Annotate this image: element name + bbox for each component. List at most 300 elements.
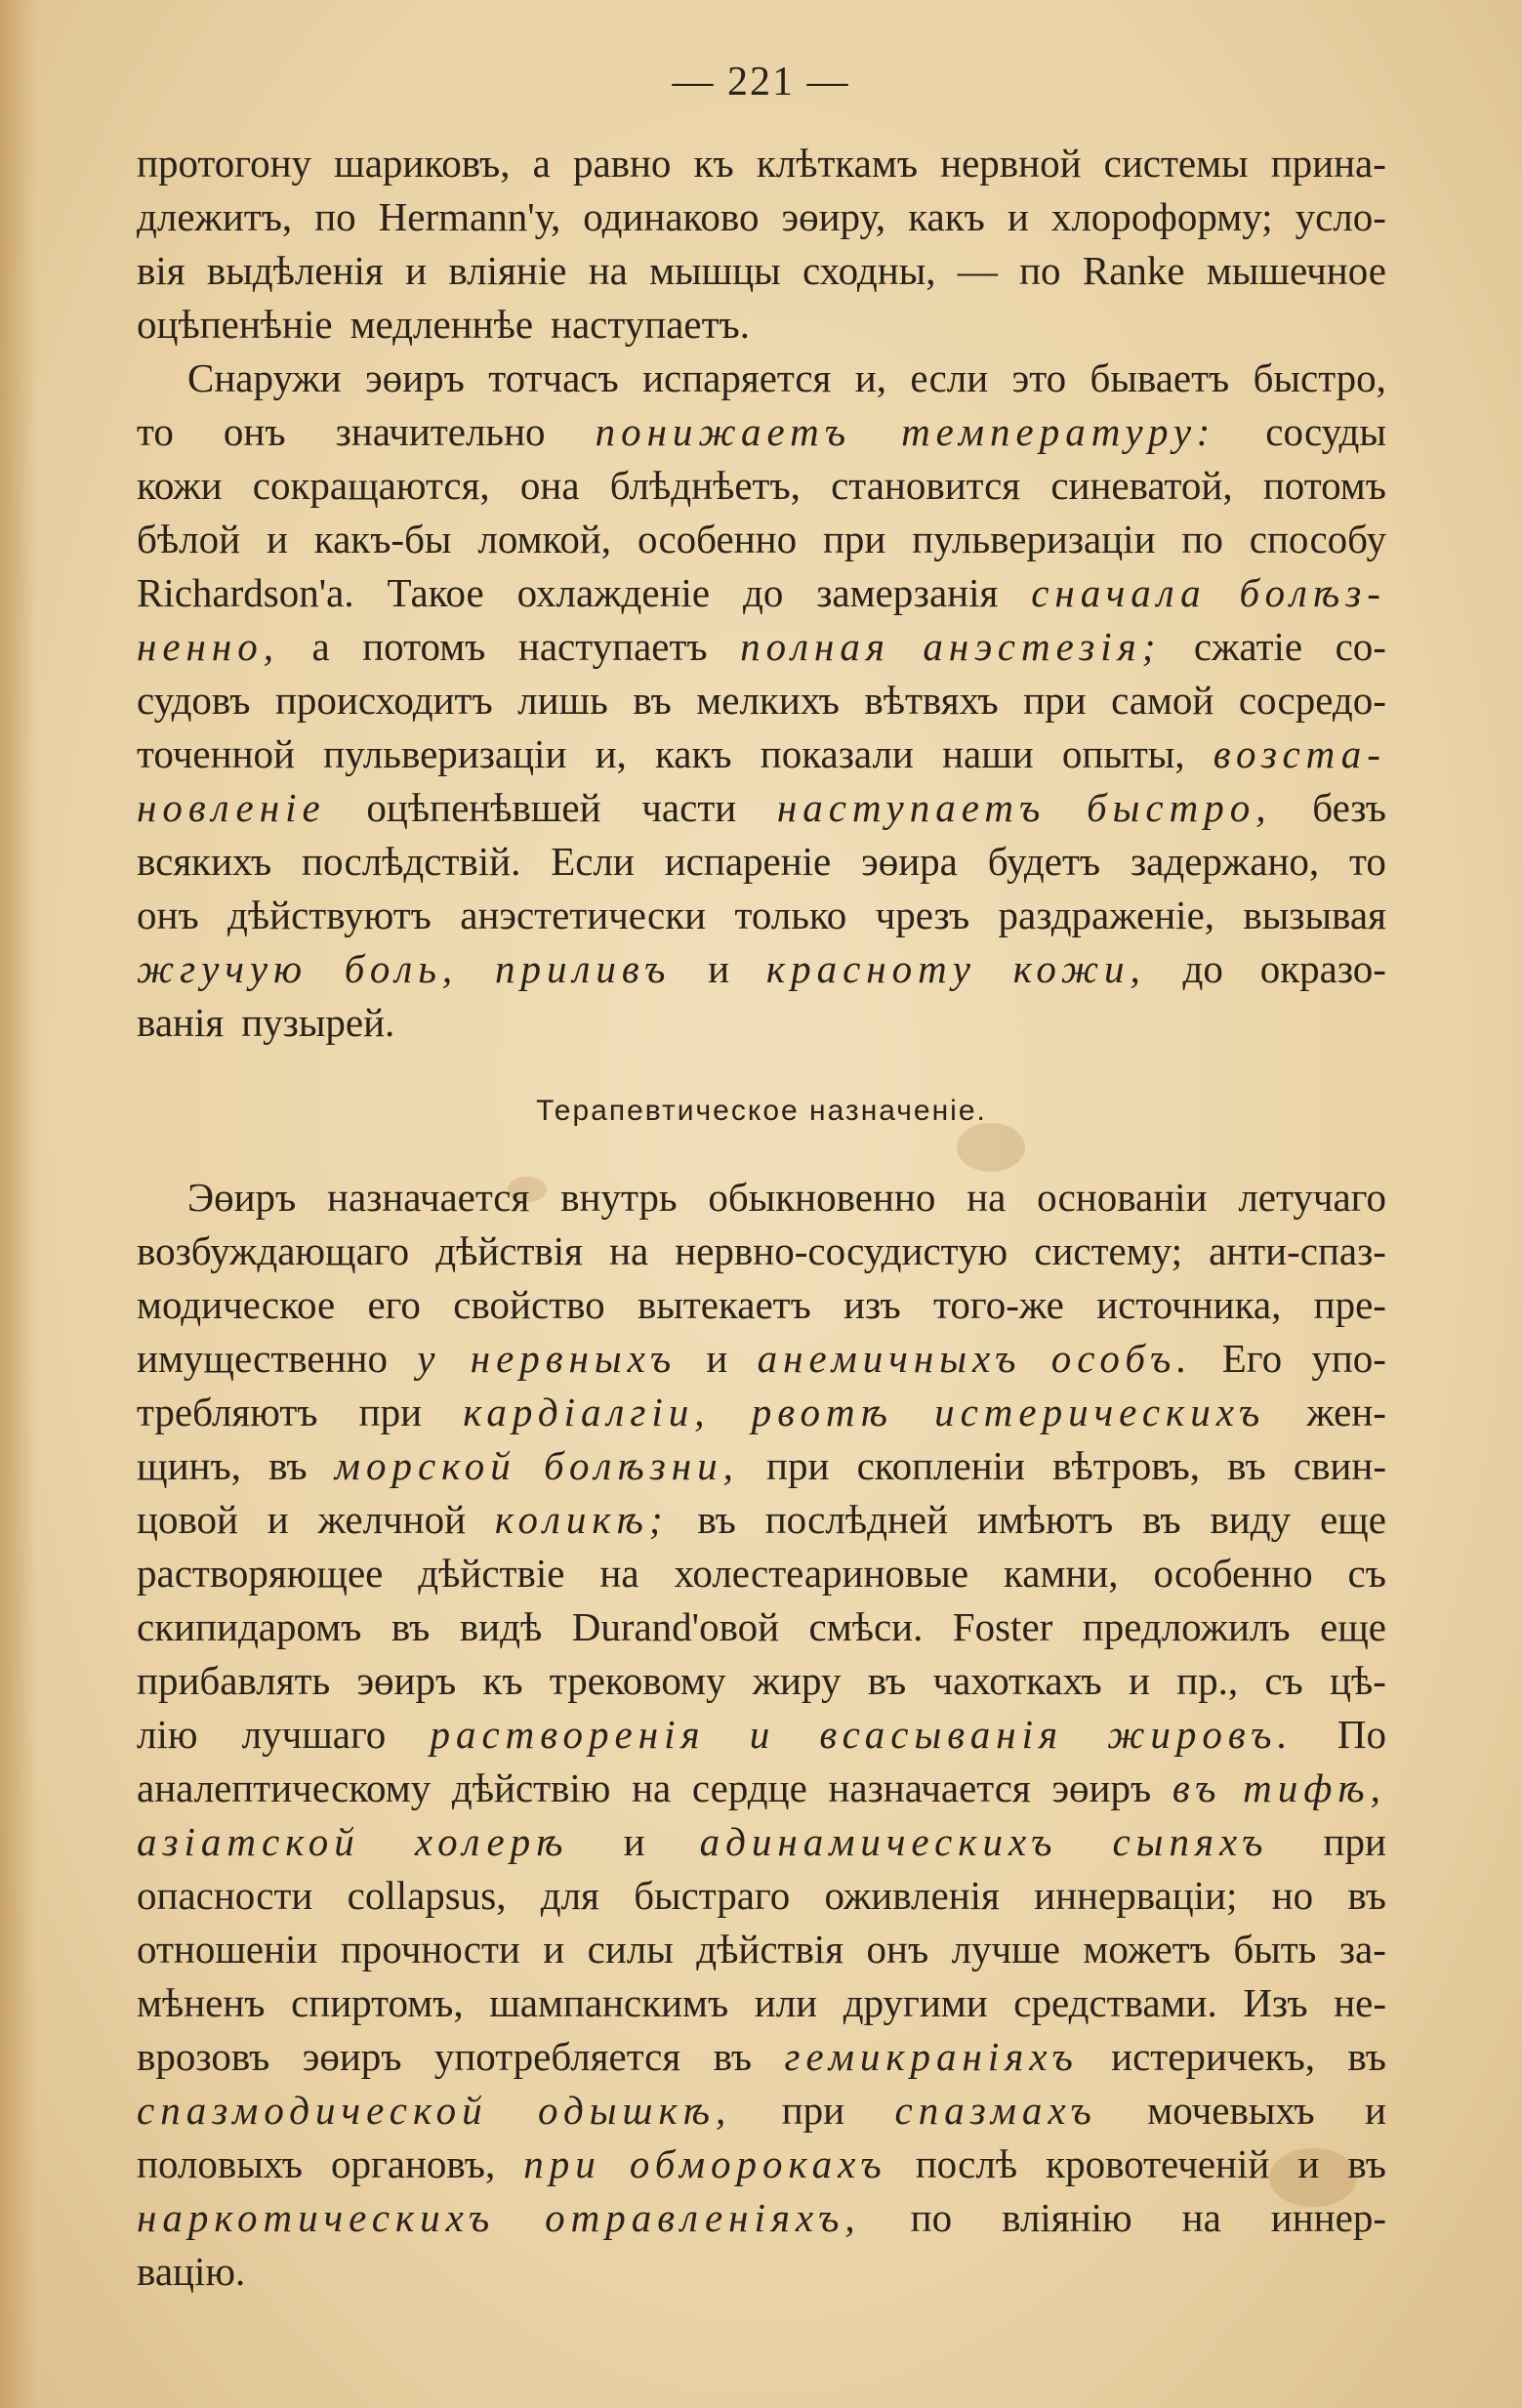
word: блѣднѣетъ, [609, 463, 801, 508]
emphasized-word: и [749, 1712, 776, 1757]
word: на [609, 1228, 649, 1273]
word: сердце [691, 1765, 807, 1810]
word: дѣйствію [451, 1765, 611, 1810]
word: лучшаго [241, 1712, 387, 1757]
word: онъ [137, 893, 199, 937]
word: свин- [1293, 1443, 1386, 1488]
emphasized-word: кожи, [1012, 946, 1146, 991]
word: изъ [843, 1282, 901, 1327]
word: вѣтровъ, [1052, 1443, 1200, 1488]
text-line [137, 1923, 1386, 1976]
word: по [314, 194, 356, 239]
emphasized-word: тифѣ, [1243, 1765, 1386, 1810]
text-line [137, 781, 1386, 835]
text-line [137, 1976, 1386, 2030]
section-heading: Терапевтическое назначеніе. [536, 1095, 987, 1127]
word: холестеариновые [674, 1551, 969, 1596]
text-line [137, 2138, 1386, 2191]
emphasized-word: морской [334, 1443, 516, 1488]
emphasized-word: при [523, 2141, 601, 2186]
word: ванія [137, 1000, 225, 1045]
emphasized-word: въ [1172, 1765, 1222, 1810]
word: вѣтвяхъ [864, 678, 999, 723]
word: при [781, 2088, 845, 2133]
word: иннерваціи; [1034, 1873, 1238, 1918]
text-line [137, 996, 1386, 1050]
word: щинъ, [137, 1443, 241, 1488]
word: быстраго [634, 1873, 791, 1918]
word: эөиръ [365, 355, 465, 400]
word: Если [551, 839, 635, 884]
text-line [137, 1815, 1386, 1869]
word: длежитъ, [137, 194, 293, 239]
word: эөира [861, 839, 958, 884]
text-line [137, 1225, 1386, 1278]
word: иннер- [1270, 2195, 1386, 2240]
word: вліяніе [448, 248, 567, 293]
word: особенно [637, 517, 798, 561]
word: возбуждающаго [137, 1228, 410, 1273]
word: назначается [327, 1175, 530, 1220]
emphasized-word: истерическихъ [934, 1390, 1266, 1434]
word: сходны, [802, 248, 936, 293]
word: за- [1338, 1927, 1386, 1972]
text-line [137, 137, 1386, 190]
text-line [137, 1171, 1386, 1225]
word: на [632, 1765, 672, 1810]
emphasized-word: температуру: [901, 409, 1216, 454]
text-line [137, 459, 1386, 513]
word: а [532, 141, 551, 186]
word: летучаго [1238, 1175, 1386, 1220]
word: въ [1142, 1497, 1181, 1542]
word: послѣдствій. [302, 839, 521, 884]
word: сосредо- [1238, 678, 1386, 723]
word: наши [942, 731, 1034, 776]
text-line [137, 1439, 1386, 1493]
word: всякихъ [137, 839, 272, 884]
word: при [766, 1443, 830, 1488]
word: лію [137, 1712, 198, 1757]
word: назначается [828, 1765, 1031, 1810]
emphasized-word: возста- [1213, 731, 1386, 776]
text-line [137, 942, 1386, 996]
word: половыхъ [137, 2141, 303, 2186]
emphasized-word: анемичныхъ [757, 1336, 1022, 1381]
word: модическое [137, 1282, 336, 1327]
word: и [623, 1819, 645, 1864]
word: медленнѣе [350, 302, 534, 347]
text-line [137, 727, 1386, 781]
word: потомъ [362, 624, 486, 669]
word: кровотеченій [1046, 2141, 1270, 2186]
word: видѣ [459, 1604, 543, 1649]
word: при [1323, 1819, 1386, 1864]
word: оживленія [824, 1873, 1000, 1918]
word: вія [137, 248, 185, 293]
emphasized-word: спазмахъ [894, 2088, 1097, 2133]
word: хлороформу; [1050, 194, 1273, 239]
word: пульверизаціи [912, 517, 1156, 561]
word: предложилъ [1082, 1604, 1291, 1649]
word: эөиръ [356, 1658, 457, 1703]
word: пульверизаціи [323, 731, 567, 776]
word: то [1349, 839, 1386, 884]
word: быстро, [1253, 355, 1386, 400]
text-line [137, 244, 1386, 298]
text-body [137, 137, 1386, 2299]
text-line [137, 2191, 1386, 2245]
word: какъ [908, 194, 985, 239]
word: дѣйствуютъ [227, 893, 432, 937]
word: не- [1334, 1980, 1386, 2025]
word: требляютъ [137, 1390, 318, 1434]
text-line [137, 1869, 1386, 1923]
word: въ [633, 678, 672, 723]
text-line [137, 889, 1386, 942]
emphasized-word: одышкѣ, [538, 2088, 732, 2133]
word: системы [1103, 141, 1249, 186]
word: и [543, 1927, 565, 1972]
text-line [137, 298, 1386, 352]
word: точенной [137, 731, 295, 776]
word: испаряется [642, 355, 832, 400]
word: части [641, 785, 737, 830]
emphasized-word: адинамическихъ [699, 1819, 1058, 1864]
text-line [137, 352, 1386, 405]
word: по [1181, 517, 1223, 561]
word: нервной [940, 141, 1082, 186]
emphasized-word: полная [740, 624, 890, 669]
word: при [358, 1390, 423, 1434]
word: обыкновенно [708, 1175, 936, 1220]
word: оцѣпенѣвшей [366, 785, 601, 830]
word: послѣдней [764, 1497, 949, 1542]
word: одинаково [583, 194, 760, 239]
word: опасности [137, 1873, 313, 1918]
word: и [708, 946, 730, 991]
word: окразо- [1259, 946, 1386, 991]
word: жиру [752, 1658, 842, 1703]
word: внутрь [560, 1175, 678, 1220]
word: опыты, [1061, 731, 1185, 776]
word: замерзанія [816, 570, 999, 615]
emphasized-word: нервныхъ [470, 1336, 678, 1381]
word: и [706, 1336, 728, 1381]
word: и [267, 1497, 289, 1542]
word: и [1297, 2141, 1320, 2186]
word: По [1337, 1712, 1386, 1757]
word: сжатіе [1193, 624, 1303, 669]
word: бѣлой [137, 517, 241, 561]
word: до [1182, 946, 1223, 991]
word: прина- [1270, 141, 1386, 186]
word: средствами. [1013, 1980, 1217, 2025]
word: судовъ [137, 678, 251, 723]
word: тотчасъ [488, 355, 619, 400]
word: потомъ [1262, 463, 1386, 508]
word: она [519, 463, 580, 508]
text-line [137, 835, 1386, 889]
paragraph-1 [137, 137, 1386, 352]
emphasized-word: быстро, [1087, 785, 1272, 830]
word: пре- [1313, 1282, 1386, 1327]
word: эөиру, [781, 194, 886, 239]
emphasized-word: спазмодической [137, 2088, 488, 2133]
text-line [137, 1654, 1386, 1708]
word: оцѣпенѣніе [137, 302, 333, 347]
word: онъ [866, 1927, 929, 1972]
word: дѣйствія [435, 1228, 583, 1273]
word: трековому [549, 1658, 726, 1703]
word: истеричекъ, [1111, 2034, 1316, 2079]
word: въ [1227, 1443, 1266, 1488]
word: мочевыхъ [1147, 2088, 1315, 2133]
word: послѣ [915, 2141, 1018, 2186]
word: пр., [1176, 1658, 1239, 1703]
word: имущественно [137, 1336, 388, 1381]
word: Изъ [1243, 1980, 1308, 2025]
word: а [311, 624, 330, 669]
word: протогону [137, 141, 312, 186]
word: спиртомъ, [291, 1980, 464, 2025]
word: — [957, 248, 998, 293]
paragraph-3 [137, 1171, 1386, 2299]
word: въ [1347, 2034, 1386, 2079]
emphasized-word: азіатской [137, 1819, 360, 1864]
word: въ [391, 1604, 431, 1649]
word: по [1019, 248, 1061, 293]
word: Richardson'a. [137, 570, 354, 615]
word: на [588, 248, 628, 293]
word: до [742, 570, 784, 615]
word: наступаетъ [517, 624, 708, 669]
page-edge-shadow [0, 0, 37, 2408]
word: Foster [952, 1604, 1053, 1649]
emphasized-word: особъ. [1050, 1336, 1193, 1381]
word: въ [1347, 2141, 1386, 2186]
word: врозовъ [137, 2034, 270, 2079]
word: охлажденіе [516, 570, 711, 615]
word: то [137, 409, 174, 454]
word: вызывая [1243, 893, 1386, 937]
emphasized-word: наступаетъ [776, 785, 1047, 830]
text-line [137, 1600, 1386, 1654]
emphasized-word: кардіалгіи, [463, 1390, 711, 1434]
word: лишь [517, 678, 608, 723]
word: какъ-бы [313, 517, 452, 561]
word: отношеніи [137, 1927, 318, 1972]
text-line [137, 1762, 1386, 1815]
word: мелкихъ [696, 678, 840, 723]
emphasized-word: рвотѣ [751, 1390, 893, 1434]
word: съ [1264, 1658, 1303, 1703]
word: какъ [654, 731, 732, 776]
text-line [137, 1278, 1386, 1332]
word: лучше [951, 1927, 1060, 1972]
word: и, [854, 355, 886, 400]
word: желчной [317, 1497, 467, 1542]
word: въ [1347, 1873, 1386, 1918]
word: шариковъ, [334, 141, 511, 186]
word: источника, [1096, 1282, 1282, 1327]
word: имѣютъ [976, 1497, 1114, 1542]
word: сосуды [1265, 409, 1386, 454]
word: упо- [1311, 1336, 1386, 1381]
word: клѣткамъ [756, 141, 919, 186]
word: наступаетъ. [551, 302, 750, 347]
text-line [137, 1708, 1386, 1762]
paragraph-2 [137, 352, 1386, 1050]
word: употребляется [433, 2034, 681, 2079]
emphasized-word: растворенія [430, 1712, 706, 1757]
word: показали [760, 731, 914, 776]
word: безъ [1312, 785, 1386, 830]
word: если [910, 355, 989, 400]
word: скипидаромъ [137, 1604, 362, 1649]
word: Такое [387, 570, 484, 615]
word: быть [1233, 1927, 1317, 1972]
word: въ [268, 1443, 308, 1488]
emphasized-word: краснотy [765, 946, 976, 991]
word: съ [1347, 1551, 1386, 1596]
word: еще [1320, 1604, 1386, 1649]
word: это [1011, 355, 1067, 400]
word: ломкой, [477, 517, 612, 561]
word: на [967, 1175, 1007, 1220]
word: при [822, 517, 886, 561]
emphasized-word: боль, [344, 946, 459, 991]
emphasized-word: жгучую [137, 946, 308, 991]
word: способу [1249, 517, 1386, 561]
word: скопленіи [856, 1443, 1025, 1488]
emphasized-word: сначала [1031, 570, 1207, 615]
word: чрезъ [875, 893, 970, 937]
word: цовой [137, 1497, 238, 1542]
text-line [137, 1386, 1386, 1439]
emphasized-word: наркотическихъ [137, 2195, 496, 2240]
word: и [1128, 1658, 1150, 1703]
word: особенно [1153, 1551, 1313, 1596]
word: онъ [223, 409, 286, 454]
word: въ [697, 1497, 736, 1542]
word: мышечное [1206, 248, 1386, 293]
emphasized-word: анэстезія; [923, 624, 1162, 669]
word: collapsus, [347, 1873, 507, 1918]
word: цѣ- [1330, 1658, 1386, 1703]
emphasized-word: жировъ. [1107, 1712, 1294, 1757]
word: нервно-сосудистую [675, 1228, 1008, 1273]
word: анти-спаз- [1209, 1228, 1386, 1273]
word: въ [867, 1658, 907, 1703]
text-line [137, 2030, 1386, 2084]
text-line [137, 1332, 1386, 1386]
word: Hermann'у, [378, 194, 561, 239]
word: кожи [137, 463, 223, 508]
word: вытекаетъ [637, 1282, 811, 1327]
emphasized-word: болѣз- [1239, 570, 1386, 615]
word: или [754, 1980, 818, 2025]
word: пузырей. [241, 1000, 395, 1045]
emphasized-word: новленіе [137, 785, 326, 830]
word: основаніи [1037, 1175, 1208, 1220]
word: Ranke [1082, 248, 1185, 293]
word: происходитъ [274, 678, 493, 723]
word: только [734, 893, 847, 937]
word: самой [1111, 678, 1214, 723]
word: при [1023, 678, 1087, 723]
emphasized-word: холерѣ [414, 1819, 569, 1864]
word: и, [595, 731, 627, 776]
text-line [137, 190, 1386, 244]
text-line [137, 674, 1386, 727]
word: и [1007, 194, 1029, 239]
page-number: — 221 — [672, 60, 850, 104]
emphasized-word: обморокахъ [629, 2141, 887, 2186]
text-line [137, 1547, 1386, 1600]
word: по [910, 2195, 953, 2240]
emphasized-word: гемикраніяхъ [784, 2034, 1079, 2079]
emphasized-word: ненно, [137, 624, 279, 669]
word: мышцы [649, 248, 781, 293]
word: жен- [1306, 1390, 1386, 1434]
word: бываетъ [1090, 355, 1230, 400]
word: того-же [933, 1282, 1064, 1327]
word: мѣненъ [137, 1980, 266, 2025]
word: прочности [340, 1927, 520, 1972]
text-line [137, 566, 1386, 620]
emphasized-word: у [417, 1336, 441, 1381]
emphasized-word: всасыванія [819, 1712, 1064, 1757]
text-line [137, 2084, 1386, 2138]
word: задержано, [1130, 839, 1320, 884]
word: силы [587, 1927, 674, 1972]
word: значительно [335, 409, 546, 454]
word: аналептическому [137, 1765, 432, 1810]
word: можетъ [1083, 1927, 1211, 1972]
word: еще [1319, 1497, 1386, 1542]
text-line [137, 2245, 1386, 2299]
word: и [1364, 2088, 1386, 2133]
word: къ [482, 1658, 523, 1703]
word: на [599, 1551, 639, 1596]
word: виду [1210, 1497, 1292, 1542]
word: сокращаются, [252, 463, 490, 508]
word: для [540, 1873, 599, 1918]
word: Эөиръ [187, 1175, 297, 1220]
word: эөиръ [1051, 1765, 1152, 1810]
word: испареніе [664, 839, 832, 884]
word: дѣйствіе [418, 1551, 565, 1596]
word: равно [572, 141, 672, 186]
emphasized-word: сыпяхъ [1112, 1819, 1269, 1864]
word: его [367, 1282, 421, 1327]
word: чахоткахъ [932, 1658, 1102, 1703]
word: выдѣленія [206, 248, 384, 293]
word: къ [693, 141, 734, 186]
emphasized-word: коликѣ; [494, 1497, 669, 1542]
word: на [1181, 2195, 1221, 2240]
word: со- [1335, 624, 1386, 669]
word: будетъ [987, 839, 1101, 884]
word: растворяющее [137, 1551, 384, 1596]
word: усло- [1295, 194, 1386, 239]
text-line [137, 405, 1386, 459]
word: вліянію [1002, 2195, 1132, 2240]
word: и [266, 517, 288, 561]
word: дѣйствія [696, 1927, 844, 1972]
emphasized-word: приливъ [494, 946, 672, 991]
